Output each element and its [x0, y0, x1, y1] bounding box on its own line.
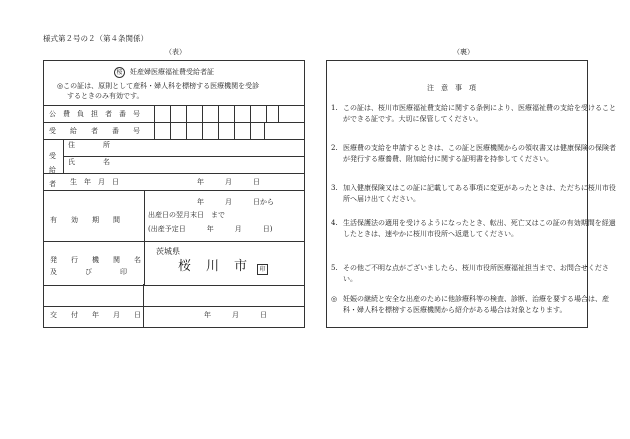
address-label: 住 所 — [68, 141, 110, 149]
issuer-prefecture: 茨城県 — [156, 247, 180, 256]
validity-expected: (出産予定日 年 月 日) — [148, 225, 273, 233]
recipient-vertical-label: 受給者 — [49, 152, 56, 188]
intro-line-1: ◎この証は、原則として産科・婦人科を標榜する医療機関を受診 — [57, 82, 260, 90]
dob-label: 生 年 月 日 — [70, 178, 119, 186]
issue-date-label: 交 付 年 月 日 — [50, 311, 141, 319]
payer-number-boxes — [154, 105, 279, 122]
validity-label: 有 効 期 間 — [50, 216, 120, 224]
note-special: ◎ 妊娠の継続と安全な出産のために他診療科等の検査、診断、治療を要する場合は、産科・婦人科を標榜する医療機関から紹介がある場合は対象となります。 — [331, 295, 609, 314]
issuer-seal: 印 — [257, 264, 268, 275]
issue-date-value: 年 月 日 — [204, 311, 267, 319]
note-2: 2. 医療費の支給を申請するときは、この証と医療機関からの領収書又は健康保険の保険者が発行する療養費、附加給付に関する証明書を持参してください。 — [331, 144, 616, 163]
note-3: 3. 加入健康保険又はこの証に記載してある事項に変更があったときは、ただちに桜川市役所へ届け出てください。 — [331, 184, 616, 203]
note-1: 1. この証は、桜川市医療福祉費支給に関する条例により、医療福祉費の支給を受けることができる証です。大切に保管してください。 — [331, 104, 616, 123]
note-5: 5. その他ご不明な点がございましたら、桜川市役所医療福祉担当まで、お問合せください。 — [331, 264, 609, 283]
validity-until: 出産日の翌月末日 まで — [148, 211, 225, 219]
dob-value: 年 月 日 — [197, 178, 260, 186]
issuer-label-line1: 発 行 機 関 名 — [50, 256, 141, 264]
notes-title: 注 意 事 項 — [427, 84, 476, 92]
back-card — [326, 60, 616, 328]
recipient-number-label: 受 給 者 番 号 — [49, 127, 140, 135]
intro-line-2: するときのみ有効です。 — [67, 92, 144, 100]
name-label: 氏 名 — [68, 158, 110, 166]
form-id: 様式第２号の２（第４条関係） — [43, 34, 148, 43]
front-side-label: （表） — [165, 48, 186, 56]
card-title: 妊産婦医療福祉費受給者証 — [130, 68, 214, 76]
issuer-city: 桜 川 市 — [178, 259, 249, 274]
note-4: 4. 生活保護法の適用を受けるようになったとき、転出、死亡又はこの証の有効期間を経過したときは、速やかに桜川市役所へ返還してください。 — [331, 219, 616, 238]
issuer-label-line2: 及 び 印 — [50, 268, 127, 276]
recipient-number-boxes — [154, 122, 264, 139]
payer-number-label: 公 費 負 担 者 番 号 — [49, 110, 140, 118]
city-emblem-icon: 桜 — [114, 67, 125, 78]
back-side-label: （裏） — [453, 48, 474, 56]
validity-from: 年 月 日から — [197, 198, 274, 206]
front-card — [43, 60, 305, 328]
